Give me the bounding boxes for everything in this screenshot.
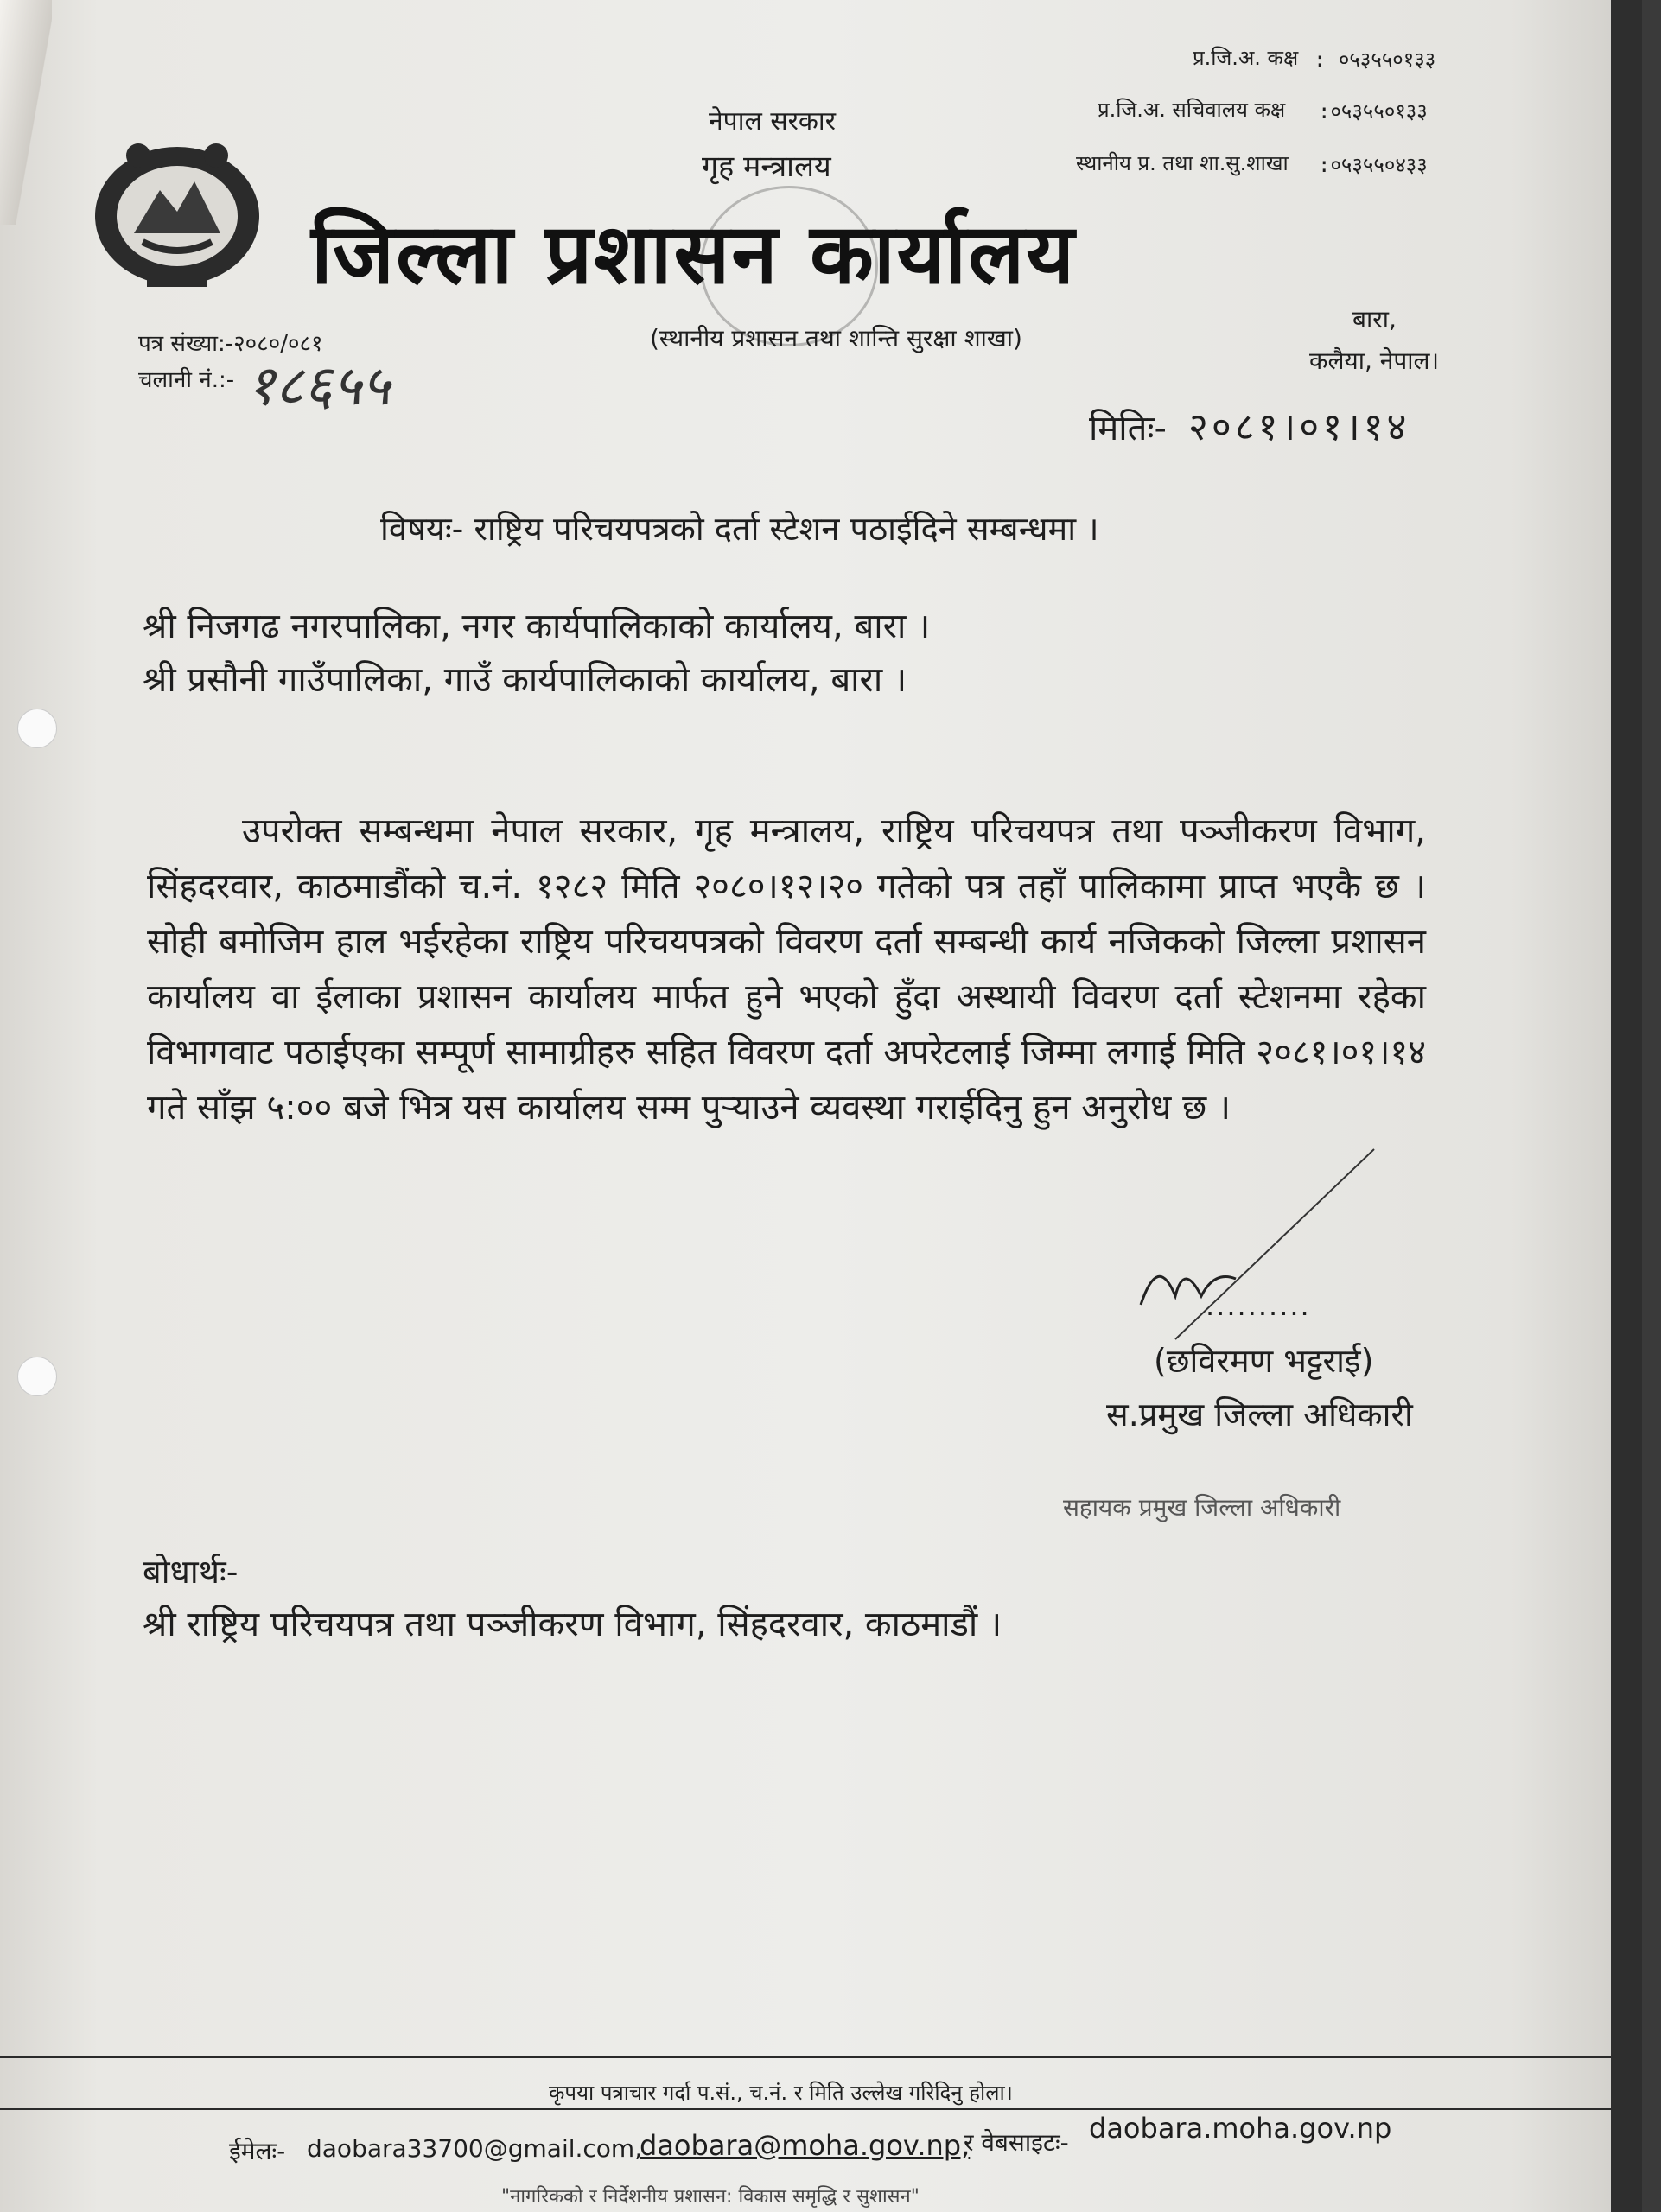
date-label: मितिः- xyxy=(1089,409,1167,448)
address-city: कलैया, नेपाल। xyxy=(1309,346,1440,375)
phone-label-local-admin: स्थानीय प्र. तथा शा.सु.शाखा xyxy=(1076,151,1289,175)
phone-value-local-admin: :०५३५५०४३३ xyxy=(1318,153,1428,177)
phone-value-secretariat: :०५३५५०१३३ xyxy=(1318,99,1428,124)
dispatch-number-label: चलानी नं.:- xyxy=(138,367,235,393)
section-name: (स्थानीय प्रशासन तथा शान्ति सुरक्षा शाखा) xyxy=(650,324,1022,353)
signatory-designation: स.प्रमुख जिल्ला अधिकारी xyxy=(1106,1395,1413,1433)
signatory-name: (छविरमण भट्टराई) xyxy=(1154,1342,1374,1380)
page-edge-shadow xyxy=(1611,0,1642,2212)
date-value: २०८१।०१।१४ xyxy=(1188,405,1410,449)
recipient-1: श्री निजगढ नगरपालिका, नगर कार्यपालिकाको कार्यालय, बारा । xyxy=(143,607,931,646)
ministry-name: गृह मन्त्रालय xyxy=(702,149,831,184)
punch-hole-top xyxy=(17,709,57,748)
designation-stamp: सहायक प्रमुख जिल्ला अधिकारी xyxy=(1063,1493,1341,1522)
footer-mid-rule xyxy=(0,2108,1642,2110)
government-name: नेपाल सरकार xyxy=(709,106,836,137)
office-title: जिल्ला प्रशासन कार्यालय xyxy=(311,206,1077,302)
footer-email-gmail: daobara33700@gmail.com, xyxy=(307,2134,643,2163)
cc-label: बोधार्थः- xyxy=(143,1553,239,1591)
signature-scrawl-icon xyxy=(1123,1141,1383,1365)
subject-line: विषयः- राष्ट्रिय परिचयपत्रको दर्ता स्टेशन पठाईदिने सम्बन्धमा । xyxy=(380,510,1099,548)
footer-website-label: र वेबसाइटः- xyxy=(964,2128,1069,2157)
letter-body xyxy=(147,804,1426,1135)
body-paragraph: उपरोक्त सम्बन्धमा नेपाल सरकार, गृह मन्त्रालय, राष्ट्रिय परिचयपत्र तथा पञ्जीकरण विभाग, सिंहदरवार, काठमाडौंको च.नं. १२८२ मिति २०८०।१२।२० गतेको पत्र तहाँ पालिकामा प्राप्त भएकै छ । सोही बमोजिम हाल भईरहेका राष्ट्रिय परिचयपत्रको विवरण दर्ता सम्बन्धी कार्य नजिकको जिल्ला प्रशासन कार्यालय वा ईलाका प्रशासन कार्यालय मार्फत हुने भएको हुँदा अस्थायी विवरण दर्ता स्टेशनमा रहेका विभागवाट पठाईएका सम्पूर्ण सामाग्रीहरु सहित विवरण दर्ता अपरेटलाई जिम्मा लगाई मिति २०८१।०१।१४ गते साँझ ५:०० बजे भित्र यस कार्यालय सम्म पुर्‍याउने व्यवस्था गराईदिनु हुन अनुरोध छ । xyxy=(147,811,1426,1128)
address-district: बारा, xyxy=(1352,305,1397,334)
footer-email-label: ईमेलः- xyxy=(229,2137,286,2165)
footer-top-rule xyxy=(0,2056,1642,2058)
punch-hole-bottom xyxy=(17,1357,57,1396)
signature-dots: .......... xyxy=(1206,1289,1311,1322)
recipient-2: श्री प्रसौनी गाउँपालिका, गाउँ कार्यपालिकाको कार्यालय, बारा । xyxy=(143,660,907,700)
footer-note: कृपया पत्राचार गर्दा प.सं., च.नं. र मिति उल्लेख गरिदिनु होला। xyxy=(549,2081,1013,2105)
nepal-emblem-icon xyxy=(86,130,268,294)
phone-label-cdo-room: प्र.जि.अ. कक्ष xyxy=(1193,46,1299,70)
page-fold xyxy=(0,0,52,225)
dispatch-number-handwritten: १८६५५ xyxy=(246,354,391,418)
footer-email-moha[interactable]: daobara@moha.gov.np, xyxy=(640,2129,971,2162)
footer-website[interactable]: daobara.moha.gov.np xyxy=(1089,2112,1392,2145)
cc-recipient: श्री राष्ट्रिय परिचयपत्र तथा पञ्जीकरण विभाग, सिंहदरवार, काठमाडौं । xyxy=(143,1605,1002,1644)
letter-number: पत्र संख्या:-२०८०/०८१ xyxy=(138,331,323,357)
phone-label-secretariat: प्र.जि.अ. सचिवालय कक्ष xyxy=(1098,98,1286,122)
footer-slogan: "नागरिकको र निर्देशनीय प्रशासन: विकास समृद्धि र सुशासन" xyxy=(501,2186,920,2208)
phone-value-cdo-room: : ०५३५५०१३३ xyxy=(1314,48,1436,72)
